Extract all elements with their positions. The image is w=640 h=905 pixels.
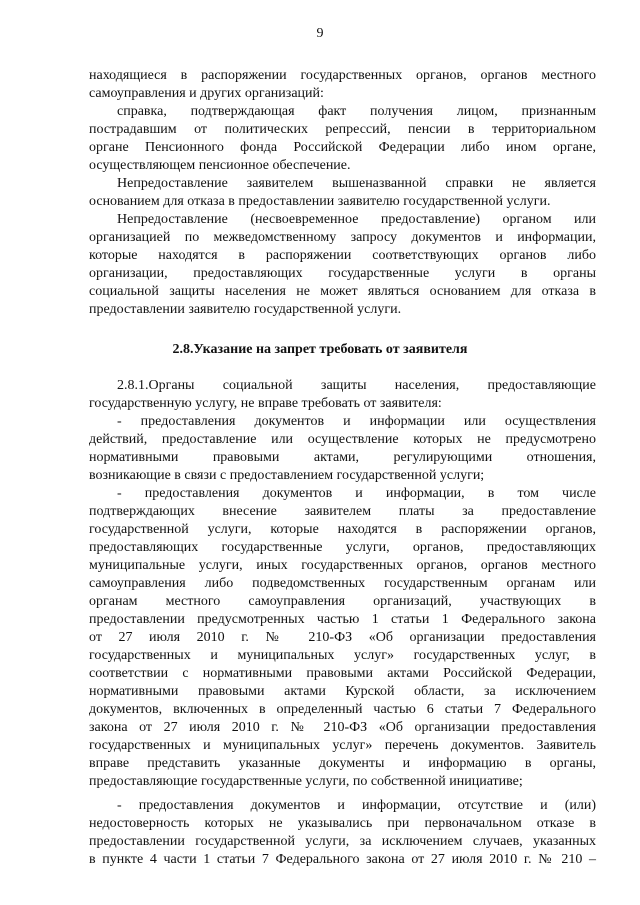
page-number: 9 [316,26,324,41]
text-line: государственной услуги, которые находятся в распоряжении органов, [89,522,596,537]
text-line: самоуправления либо подведомственных государственным органам или [89,576,596,591]
text-line: основанием для отказа в предоставлении заявителю государственной услуги. [89,194,551,209]
text-line: предоставлении предусмотренных частью 1 статьи 1 Федерального закона [89,612,596,627]
text-line: Непредоставление заявителем вышеназванной справки не является [117,176,596,191]
text-line: организацией по межведомственному запросу документов и информации, [89,230,596,245]
text-line: соответствии с нормативными правовыми актами Российской Федерации, [89,666,596,681]
text-line: - предоставления документов и информации или осуществления [117,414,596,429]
text-line: предоставлении государственной услуги, за исключением случаев, указанных [89,834,596,849]
text-line: возникающие в связи с предоставлением государственной услуги; [89,468,485,483]
text-line: организации, предоставляющих государственные услуги в органы [89,266,596,281]
text-line: находящиеся в распоряжении государственных органов, органов местного [89,68,596,83]
text-line: органе Пенсионного фонда Российской Федерации либо ином органе, [89,140,596,155]
text-line: - предоставления документов и информации, отсутствие и (или) [117,798,596,813]
text-line: осуществляющем пенсионное обеспечение. [89,158,351,173]
text-line: недостоверность которых не указывались при первоначальном отказе в [89,816,596,831]
text-line: подтверждающих внесение заявителем платы за предоставление [89,504,596,519]
text-line: действий, предоставление или осуществление которых не предусмотрено [89,432,596,447]
text-line: документов, включенных в определенный частью 6 статьи 7 Федерального [89,702,596,717]
text-line: справка, подтверждающая факт получения лицом, признанным [117,104,596,119]
text-line: которые находятся в распоряжении соответствующих органов либо [89,248,596,263]
text-line: Непредоставление (несвоевременное предоставление) органом или [117,212,596,227]
text-line: предоставлении заявителю государственной услуги. [89,302,402,317]
text-line: нормативными правовыми актами, регулирующими отношения, [89,450,596,465]
text-line: самоуправления и других организаций: [89,86,324,101]
text-line: - предоставления документов и информации, в том числе [117,486,596,501]
text-line: государственных и муниципальных услуг» перечень документов. Заявитель [89,738,596,753]
text-line: закона от 27 июля 2010 г. № 210-ФЗ «Об организации предоставления [89,720,596,735]
text-line: предоставляющие государственные услуги, по собственной инициативе; [89,774,523,789]
text-line: 2.8.1.Органы социальной защиты населения, предоставляющие [117,378,596,393]
text-line: муниципальные услуги, иных государственных органов, органов местного [89,558,596,573]
text-line: государственных и муниципальных услуг» государственных услуг, в [89,648,596,663]
text-line: органам местного самоуправления организаций, участвующих в [89,594,596,609]
text-line: нормативными правовыми актами Курской области, за исключением [89,684,596,699]
text-line: в пункте 4 части 1 статьи 7 Федерального закона от 27 июля 2010 г. № 210 – [89,852,596,867]
section-heading: 2.8.Указание на запрет требовать от заявителя [172,342,468,357]
text-line: государственную услугу, не вправе требовать от заявителя: [89,396,442,411]
text-line: от 27 июля 2010 г. № 210-ФЗ «Об организации предоставления [89,630,596,645]
text-line: пострадавшим от политических репрессий, пенсии в территориальном [89,122,596,137]
text-line: предоставляющих государственные услуги, органов, предоставляющих [89,540,596,555]
text-line: вправе представить указанные документы и информацию в органы, [89,756,596,771]
text-line: социальной защиты населения не может являться основанием для отказа в [89,284,596,299]
